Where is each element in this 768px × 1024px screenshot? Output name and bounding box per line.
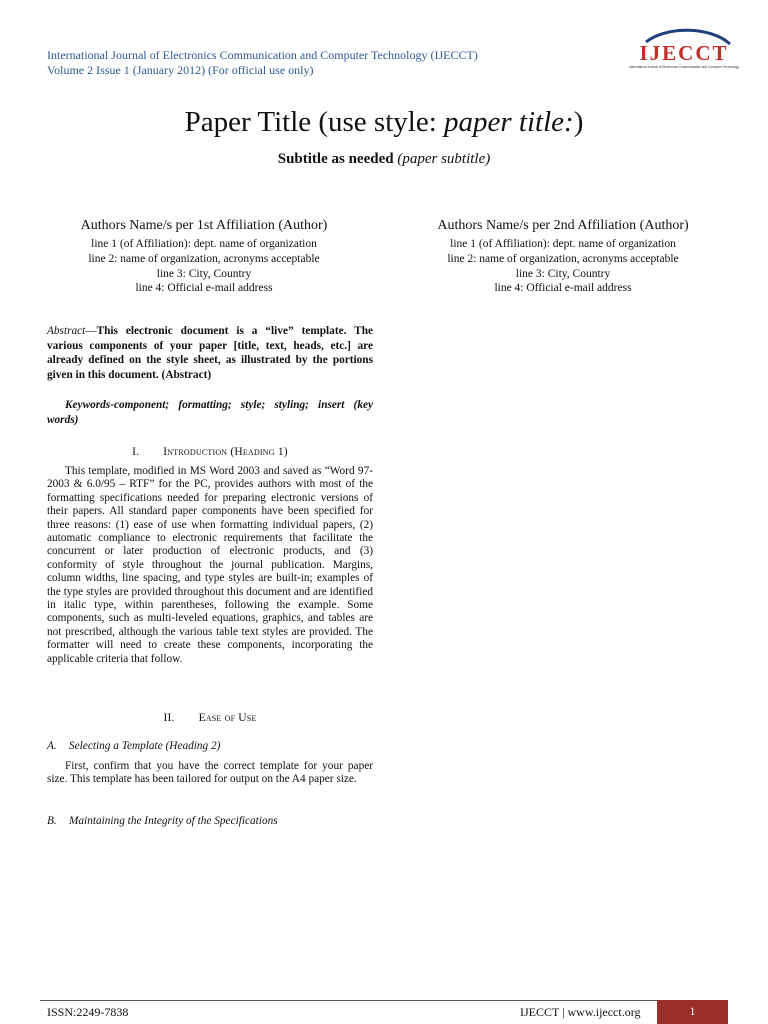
subsection-heading-a	[47, 740, 373, 752]
subsection-title: Selecting a Template (Heading 2)	[69, 740, 221, 752]
author-block-1	[54, 217, 354, 296]
affiliation-line: line 1 (of Affiliation): dept. name of organization	[91, 238, 317, 250]
logo-tagline: International Journal of Electronics Communication and Computer Technology	[629, 65, 739, 69]
page-number: 1	[657, 1000, 728, 1024]
section-title: Ease of Use	[198, 712, 257, 724]
section-number: II.	[163, 712, 175, 724]
footer-divider	[40, 1000, 728, 1001]
author-name: Authors Name/s per 2nd Affiliation (Author)	[437, 218, 689, 233]
subsection-number: A.	[47, 740, 57, 752]
subtitle-style: (paper subtitle)	[397, 151, 491, 167]
subsection-title: Maintaining the Integrity of the Specifications	[69, 815, 278, 827]
paper-title-style: paper title:	[444, 106, 574, 138]
affiliation-line: line 3: City, Country	[156, 267, 252, 280]
subsection-a-body: First, confirm that you have the correct template for your paper size. This template has been tailored for output on the A4 paper size.	[47, 760, 373, 786]
paper-title-close: )	[573, 106, 584, 138]
affiliation-line: line 2: name of organization, acronyms acceptable	[88, 252, 320, 265]
affiliation-line: line 2: name of organization, acronyms acceptable	[447, 252, 679, 265]
section-title: Introduction (Heading 1)	[163, 446, 288, 458]
section-heading-ease-of-use	[47, 712, 373, 724]
affiliation-line: line 4: Official e-mail address	[494, 282, 632, 295]
journal-name: International Journal of Electronics Communication and Computer Technology (IJECCT)	[47, 48, 478, 62]
affiliation-line: line 3: City, Country	[515, 267, 611, 280]
author-block-2	[413, 217, 713, 296]
section-heading-introduction	[47, 446, 373, 458]
abstract	[47, 324, 373, 382]
keywords-text: Keywords-component; formatting; style; styling; insert (key words)	[47, 399, 373, 426]
subsection-heading-b	[47, 815, 373, 827]
affiliation-line: line 1 (of Affiliation): dept. name of organization	[450, 238, 676, 250]
section-number: I.	[132, 446, 140, 458]
abstract-label: Abstract	[47, 325, 86, 337]
journal-logo	[628, 28, 740, 76]
subsection-number: B.	[47, 815, 57, 827]
paper-subtitle	[0, 151, 768, 168]
paper-title	[0, 106, 768, 139]
footer-issn: ISSN:2249-7838	[47, 1005, 129, 1019]
abstract-dash: —	[85, 325, 97, 337]
footer-website: IJECCT | www.ijecct.org	[520, 1005, 641, 1019]
keywords	[47, 398, 373, 427]
paper-title-main: Paper Title (use style:	[184, 106, 445, 138]
affiliation-line: line 4: Official e-mail address	[135, 282, 273, 295]
introduction-body: This template, modified in MS Word 2003 and saved as “Word 97-2003 & 6.0/95 – RTF” for the PC, provides authors with most of the formatting specifications needed for preparing electronic versions of their papers. All standard paper components have been specified for three reasons: (1) ease of use when formatting individual papers, (2) automatic compliance to electronic requirements that facilitate the concurrent or later production of electronic products, and (3) conformity of style throughout the journal publication. Margins, column widths, line spacing, and type styles are built-in; examples of the type styles are provided throughout this document and are identified in italic type, within parentheses, following the example. Some components, such as multi-leveled equations, graphics, and tables are not prescribed, although the various table text styles are provided. The formatter will need to create these components, incorporating the applicable criteria that follow.	[47, 465, 373, 665]
journal-volume: Volume 2 Issue 1 (January 2012) (For official use only)	[47, 63, 314, 77]
author-name: Authors Name/s per 1st Affiliation (Author)	[80, 218, 328, 233]
subtitle-text: Subtitle as needed	[277, 151, 394, 167]
logo-text: IJECCT	[639, 41, 729, 65]
abstract-text: This electronic document is a “live” template. The various components of your paper [title, text, heads, etc.] are already defined on the style sheet, as illustrated by the portions given in this document. (Abstract)	[47, 325, 373, 381]
